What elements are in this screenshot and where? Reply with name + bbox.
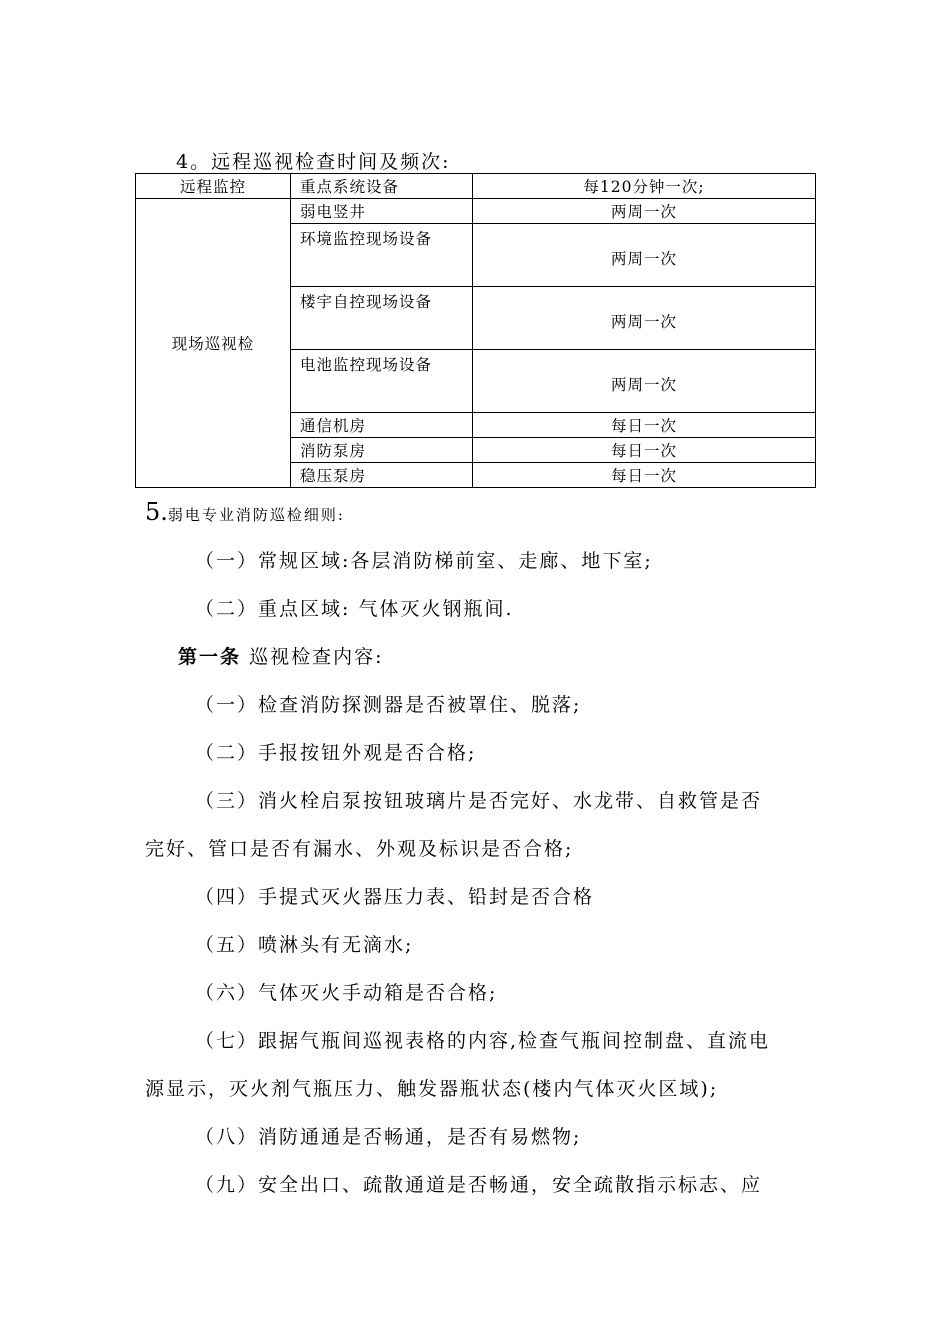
list-item-continuation: 完好、管口是否有漏水、外观及标识是否合格; — [145, 838, 574, 860]
list-item: （九）安全出口、疏散通道是否畅通，安全疏散指示标志、应 — [195, 1174, 763, 1196]
list-item: （六）气体灭火手动箱是否合格; — [195, 982, 498, 1004]
table-cell: 每120分钟一次; — [473, 174, 816, 199]
list-item: （八）消防通通是否畅通，是否有易燃物; — [195, 1126, 582, 1148]
table-cell: 每日一次 — [473, 438, 816, 463]
inspection-schedule-table — [135, 173, 816, 488]
section-5-title: 弱电专业消防巡检细则: — [167, 506, 345, 524]
section-5-number: 5. — [145, 498, 168, 526]
list-item-continuation: 源显示，灭火剂气瓶压力、触发器瓶状态(楼内气体灭火区域); — [145, 1078, 719, 1100]
list-item: （二）手报按钮外观是否合格; — [195, 742, 477, 764]
table-row — [136, 174, 816, 199]
list-item: （一）检查消防探测器是否被罩住、脱落; — [195, 694, 582, 716]
section-4-heading: 4。远程巡视检查时间及频次: — [176, 151, 451, 173]
table-cell: 每日一次 — [473, 413, 816, 438]
article-title: 巡视检查内容: — [249, 646, 384, 668]
list-item: （四）手提式灭火器压力表、铅封是否合格 — [195, 886, 595, 908]
body-text — [145, 537, 810, 1209]
list-item: （三）消火栓启泵按钮玻璃片是否完好、水龙带、自救管是否 — [195, 790, 763, 812]
table-cell: 楼宇自控现场设备 — [291, 287, 473, 350]
table-cell: 电池监控现场设备 — [291, 350, 473, 413]
table-cell: 远程监控 — [136, 174, 291, 199]
onsite-inspection-label: 现场巡视检 — [136, 199, 291, 488]
section-5-heading — [145, 498, 345, 526]
list-item: （七）跟据气瓶间巡视表格的内容,检查气瓶间控制盘、直流电 — [195, 1030, 771, 1052]
table-cell: 每日一次 — [473, 463, 816, 488]
list-item: （五）喷淋头有无滴水; — [195, 934, 414, 956]
table-cell: 重点系统设备 — [291, 174, 473, 199]
table-row — [136, 199, 816, 224]
table-cell: 两周一次 — [473, 350, 816, 413]
article-heading — [145, 633, 810, 681]
table-cell: 通信机房 — [291, 413, 473, 438]
article-label: 第一条 — [178, 646, 242, 668]
table-cell: 环境监控现场设备 — [291, 224, 473, 287]
table-cell: 弱电竖井 — [291, 199, 473, 224]
area-line: （一）常规区域:各层消防梯前室、走廊、地下室; — [195, 550, 653, 572]
table-cell: 两周一次 — [473, 224, 816, 287]
table-cell: 两周一次 — [473, 199, 816, 224]
table-cell: 两周一次 — [473, 287, 816, 350]
table-cell: 消防泵房 — [291, 438, 473, 463]
area-line: （二）重点区域: 气体灭火钢瓶间. — [195, 598, 514, 620]
table-cell: 稳压泵房 — [291, 463, 473, 488]
